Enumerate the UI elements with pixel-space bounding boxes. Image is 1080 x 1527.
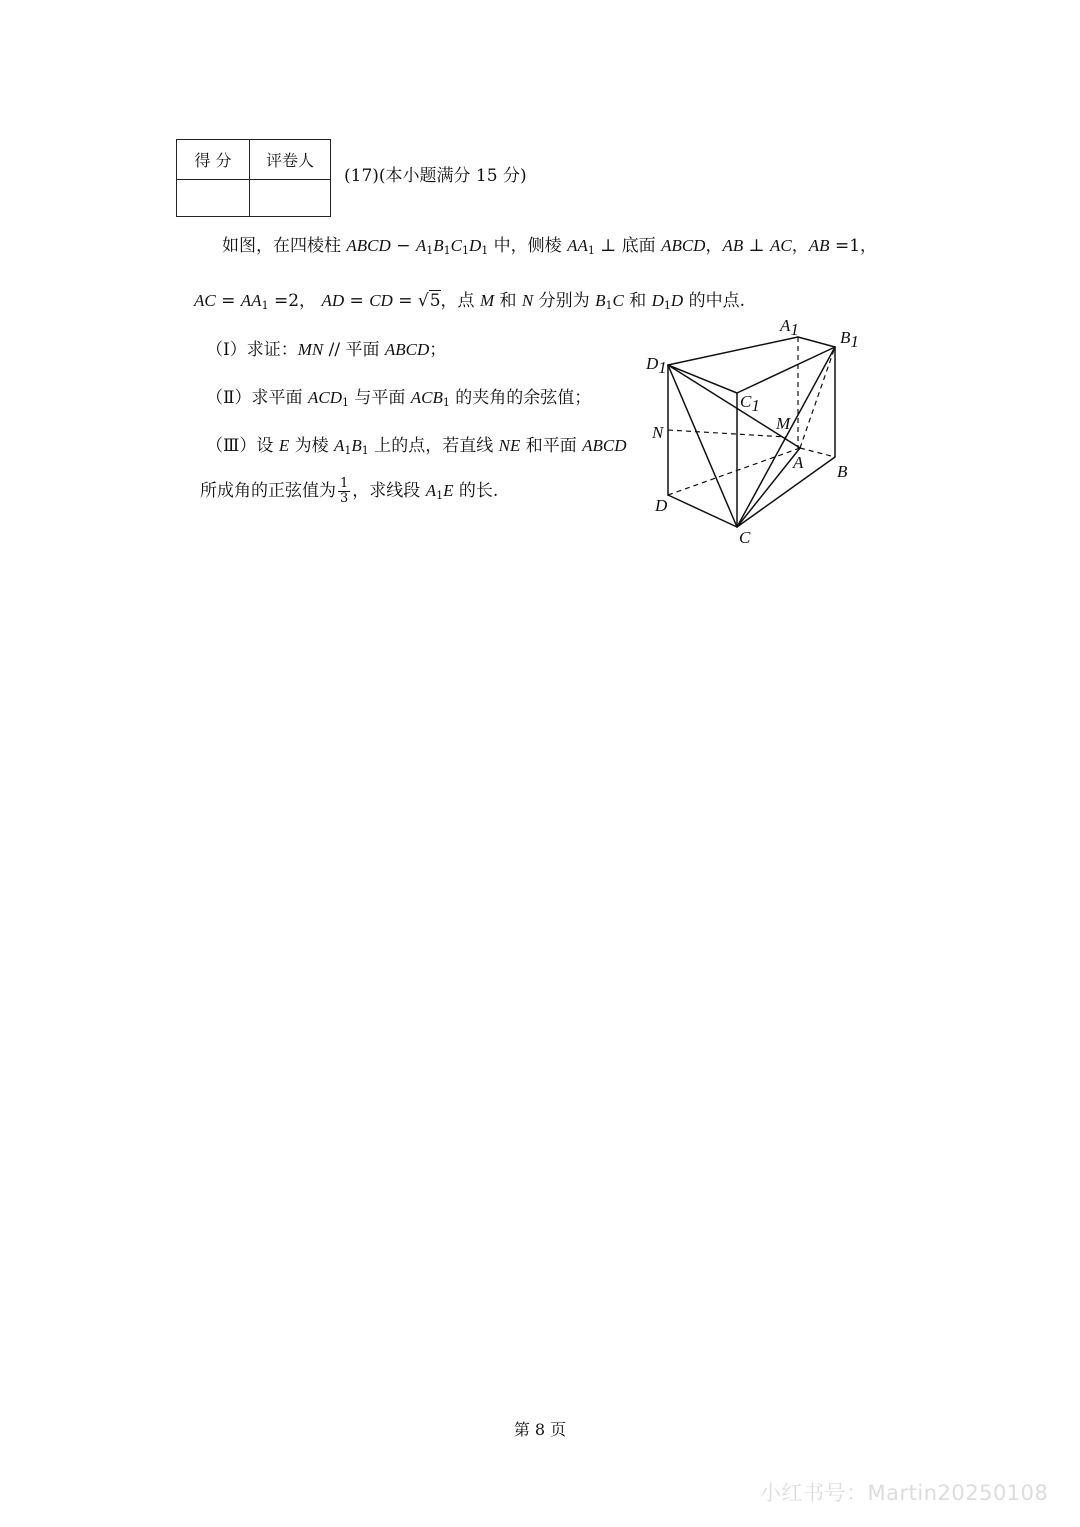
edge-a-b — [800, 448, 835, 457]
part-3-continued: 所成角的正弦值为 $\frac{1}{3}$ ，求线段 $A_1E$ 的长. — [200, 476, 499, 506]
prism-figure — [630, 305, 870, 555]
edge-d1-a1 — [668, 337, 798, 365]
grader-header: 评卷人 — [250, 140, 331, 180]
label-m: M — [776, 414, 791, 433]
segment-a-b1 — [800, 347, 835, 448]
fraction-one-third: $\frac{1}{3}$ — [340, 476, 349, 506]
part-3: （Ⅲ）设 E 为棱 $A_1B_1$ 上的点，若直线 NE 和平面 ABCD — [206, 436, 627, 457]
segment-n-m — [668, 430, 786, 437]
label-b1: B1 — [840, 328, 859, 351]
label-n: N — [652, 423, 664, 442]
edge-a1-b1 — [798, 337, 835, 347]
label-c1: C1 — [740, 392, 760, 415]
score-table — [176, 139, 331, 217]
problem-line-1: 如图，在四棱柱 ABCD − $A_1B_1C_1D_1$ 中，侧棱 $AA_1$ ⊥ 底面 ABCD，AB ⊥ AC，AB =1， — [222, 236, 878, 257]
problem-heading: (17)(本小题满分 15 分) — [344, 166, 527, 186]
label-a1: A1 — [780, 316, 799, 339]
segment-d1-a — [668, 365, 800, 448]
label-d1: D1 — [646, 354, 667, 377]
label-c: C — [739, 528, 751, 547]
part-1: （Ⅰ）求证：MN // 平面 ABCD； — [206, 340, 447, 360]
score-header: 得 分 — [177, 140, 250, 180]
label-d: D — [655, 496, 668, 515]
label-b: B — [837, 462, 848, 481]
edge-b1-c1 — [737, 347, 835, 393]
grader-cell — [250, 180, 331, 217]
page-number: 第 8 页 — [513, 1420, 567, 1439]
segment-c-a — [737, 448, 800, 527]
watermark: 小红书号：Martin20250108 — [760, 1481, 1049, 1505]
part-2: （Ⅱ）求平面 $ACD_1$ 与平面 $ACB_1$ 的夹角的余弦值； — [206, 388, 592, 409]
label-a: A — [793, 453, 804, 472]
edge-d-a — [668, 448, 800, 495]
edge-d-c — [668, 495, 737, 527]
score-cell — [177, 180, 250, 217]
problem-line-2: AC = $AA_1 =2$， AD = CD = √5，点 M 和 N 分别为 $B_1C$ 和 $D_1D$ 的中点. — [194, 291, 745, 312]
edge-c-b — [737, 457, 835, 527]
